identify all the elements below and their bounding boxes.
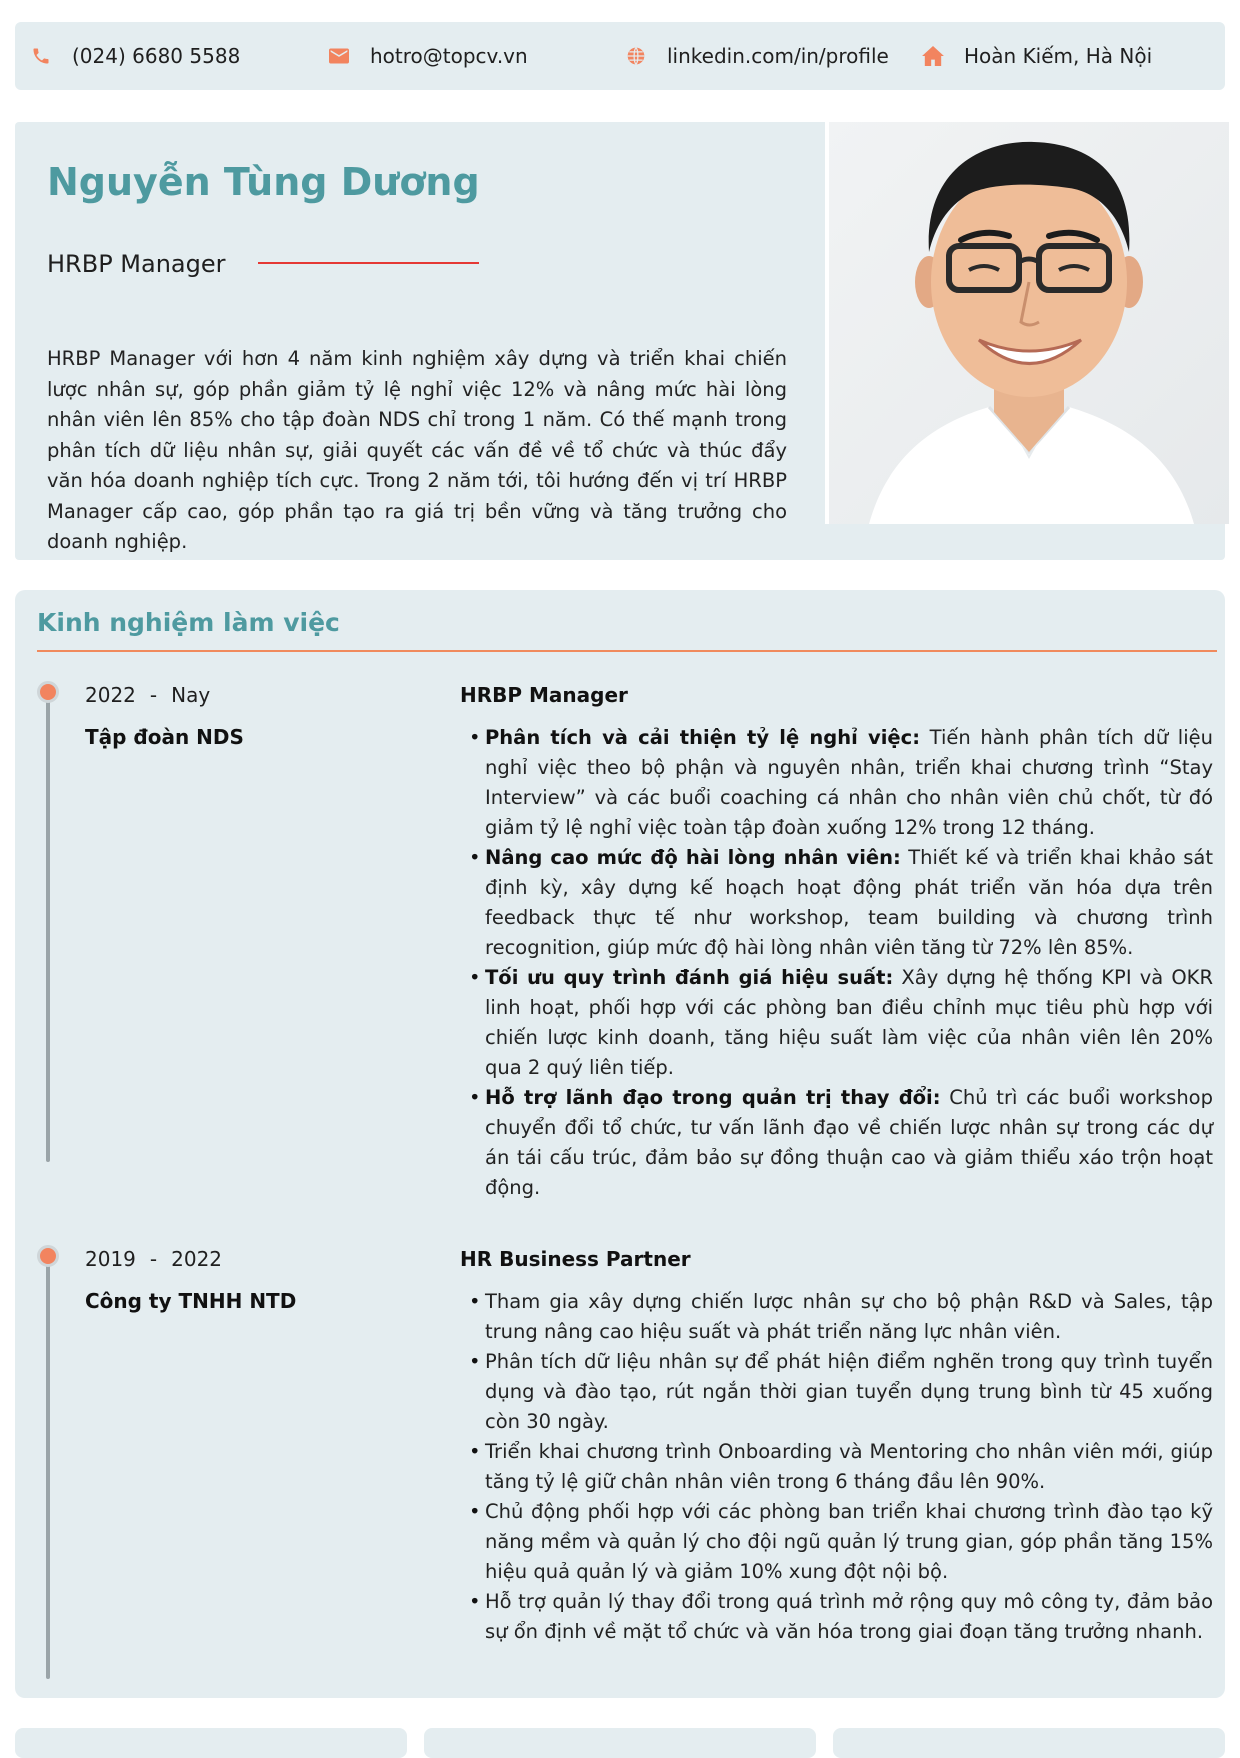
job-period-sep: - xyxy=(149,1247,158,1271)
contact-email[interactable] xyxy=(328,22,528,90)
job-position: HR Business Partner xyxy=(460,1247,691,1271)
address-text: Hoàn Kiếm, Hà Nội xyxy=(964,44,1153,68)
timeline-line xyxy=(46,697,50,1162)
bullet-text: Phân tích dữ liệu nhân sự để phát hiện điểm nghẽn trong quy trình tuyển dụng và đào tạo, rút ngắn thời gian tuyển dụng trung bình từ 45 xuống còn 30 ngày. xyxy=(485,1350,1213,1433)
job-start: 2022 xyxy=(85,683,136,707)
job-end: 2022 xyxy=(171,1247,223,1271)
bullet-text: Xây dựng hệ thống KPI và OKR linh hoạt, phối hợp với các phòng ban điều chỉnh mục tiêu phù hợp với chiến lược kinh doanh, tăng hiệu suất làm việc của nhân viên lên 20% qua 2 quý liên tiếp. xyxy=(485,966,1214,1079)
bullet-text: Hỗ trợ quản lý thay đổi trong quá trình mở rộng quy mô công ty, đảm bảo sự ổn định về mặt tổ chức và văn hóa trong giai đoạn tăng trưởng nhanh. xyxy=(485,1590,1213,1643)
job-bullets xyxy=(485,723,1213,1203)
phone-icon xyxy=(30,45,52,67)
bullet-item xyxy=(485,1437,1213,1497)
job-position: HRBP Manager xyxy=(460,683,628,707)
email-icon xyxy=(328,45,350,67)
bullet-text: Tham gia xây dựng chiến lược nhân sự cho bộ phận R&D và Sales, tập trung nâng cao hiệu suất và phát triển năng lực nhân viên. xyxy=(485,1290,1213,1343)
next-section-card xyxy=(424,1728,816,1758)
website-text: linkedin.com/in/profile xyxy=(667,44,889,68)
phone-text: (024) 6680 5588 xyxy=(72,44,241,68)
bullet-text: Triển khai chương trình Onboarding và Mentoring cho nhân viên mới, giúp tăng tỷ lệ giữ chân nhân viên trong 6 tháng đầu lên 90%. xyxy=(485,1440,1213,1493)
timeline-dot xyxy=(37,681,59,703)
bullet-heading: Hỗ trợ lãnh đạo trong quản trị thay đổi: xyxy=(485,1086,941,1109)
job-period xyxy=(85,683,210,707)
next-section-card xyxy=(15,1728,407,1758)
contact-address xyxy=(922,22,1152,90)
timeline-line xyxy=(46,1261,50,1679)
bullet-heading: Phân tích và cải thiện tỷ lệ nghỉ việc: xyxy=(485,726,920,749)
email-text: hotro@topcv.vn xyxy=(370,44,528,68)
profile-photo xyxy=(825,122,1229,524)
job-period xyxy=(85,1247,222,1271)
bullet-text: Chủ động phối hợp với các phòng ban triển khai chương trình đào tạo kỹ năng mềm và quản lý cho đội ngũ quản lý trung gian, góp phần tăng 15% hiệu quả quản lý và giảm 10% xung đột nội bộ. xyxy=(485,1500,1213,1583)
bullet-item xyxy=(485,1587,1213,1647)
bullet-item xyxy=(485,1497,1213,1587)
bullet-text: Tiến hành phân tích dữ liệu nghỉ việc theo bộ phận và nguyên nhân, triển khai chương trình “Stay Interview” và các buổi coaching cá nhân cho nhân viên chủ chốt, từ đó giảm tỷ lệ nghỉ việc toàn tập đoàn xuống 12% trong 12 tháng. xyxy=(485,726,1213,839)
globe-icon xyxy=(625,45,647,67)
job-company: Công ty TNHH NTD xyxy=(85,1289,297,1313)
title-divider xyxy=(258,262,479,264)
job-bullets xyxy=(485,1287,1213,1647)
job-start: 2019 xyxy=(85,1247,136,1271)
bullet-item xyxy=(485,1347,1213,1437)
bullet-item xyxy=(485,1287,1213,1347)
contact-bar xyxy=(15,22,1225,90)
candidate-name: Nguyễn Tùng Dương xyxy=(47,160,480,204)
job-company: Tập đoàn NDS xyxy=(85,725,244,749)
bullet-heading: Tối ưu quy trình đánh giá hiệu suất: xyxy=(485,966,894,989)
bullet-text: Chủ trì các buổi workshop chuyển đổi tổ chức, tư vấn lãnh đạo về chiến lược nhân sự trong các dự án tái cấu trúc, đảm bảo sự đồng thuận cao và giảm thiểu xáo trộn hoạt động. xyxy=(485,1086,1213,1199)
job-period-sep: - xyxy=(149,683,158,707)
experience-section xyxy=(15,590,1225,1698)
bullet-item xyxy=(485,963,1213,1083)
bullet-heading: Nâng cao mức độ hài lòng nhân viên: xyxy=(485,846,901,869)
bullet-item xyxy=(485,723,1213,843)
next-section-card xyxy=(833,1728,1225,1758)
timeline-dot xyxy=(37,1245,59,1267)
home-icon xyxy=(922,45,944,67)
profile-summary: HRBP Manager với hơn 4 năm kinh nghiệm xây dựng và triển khai chiến lược nhân sự, góp phần giảm tỷ lệ nghỉ việc 12% và nâng mức hài lòng nhân viên lên 85% cho tập đoàn NDS chỉ trong 1 năm. Có thế mạnh trong phân tích dữ liệu nhân sự, giải quyết các vấn đề về tổ chức và thúc đẩy văn hóa doanh nghiệp tích cực. Trong 2 năm tới, tôi hướng đến vị trí HRBP Manager cấp cao, góp phần tạo ra giá trị bền vững và tăng trưởng cho doanh nghiệp. xyxy=(47,347,787,553)
profile-header xyxy=(15,122,1225,560)
experience-title: Kinh nghiệm làm việc xyxy=(37,608,340,637)
bullet-item xyxy=(485,843,1213,963)
contact-website[interactable] xyxy=(625,22,889,90)
experience-divider xyxy=(37,650,1217,652)
contact-phone[interactable] xyxy=(30,22,240,90)
candidate-title: HRBP Manager xyxy=(47,250,226,278)
bullet-item xyxy=(485,1083,1213,1203)
bullet-text: Thiết kế và triển khai khảo sát định kỳ, xây dựng kế hoạch hoạt động phát triển văn hóa dựa trên feedback thực tế như workshop, team building và chương trình recognition, giúp mức độ hài lòng nhân viên tăng từ 72% lên 85%. xyxy=(485,846,1213,959)
job-end: Nay xyxy=(171,683,211,707)
